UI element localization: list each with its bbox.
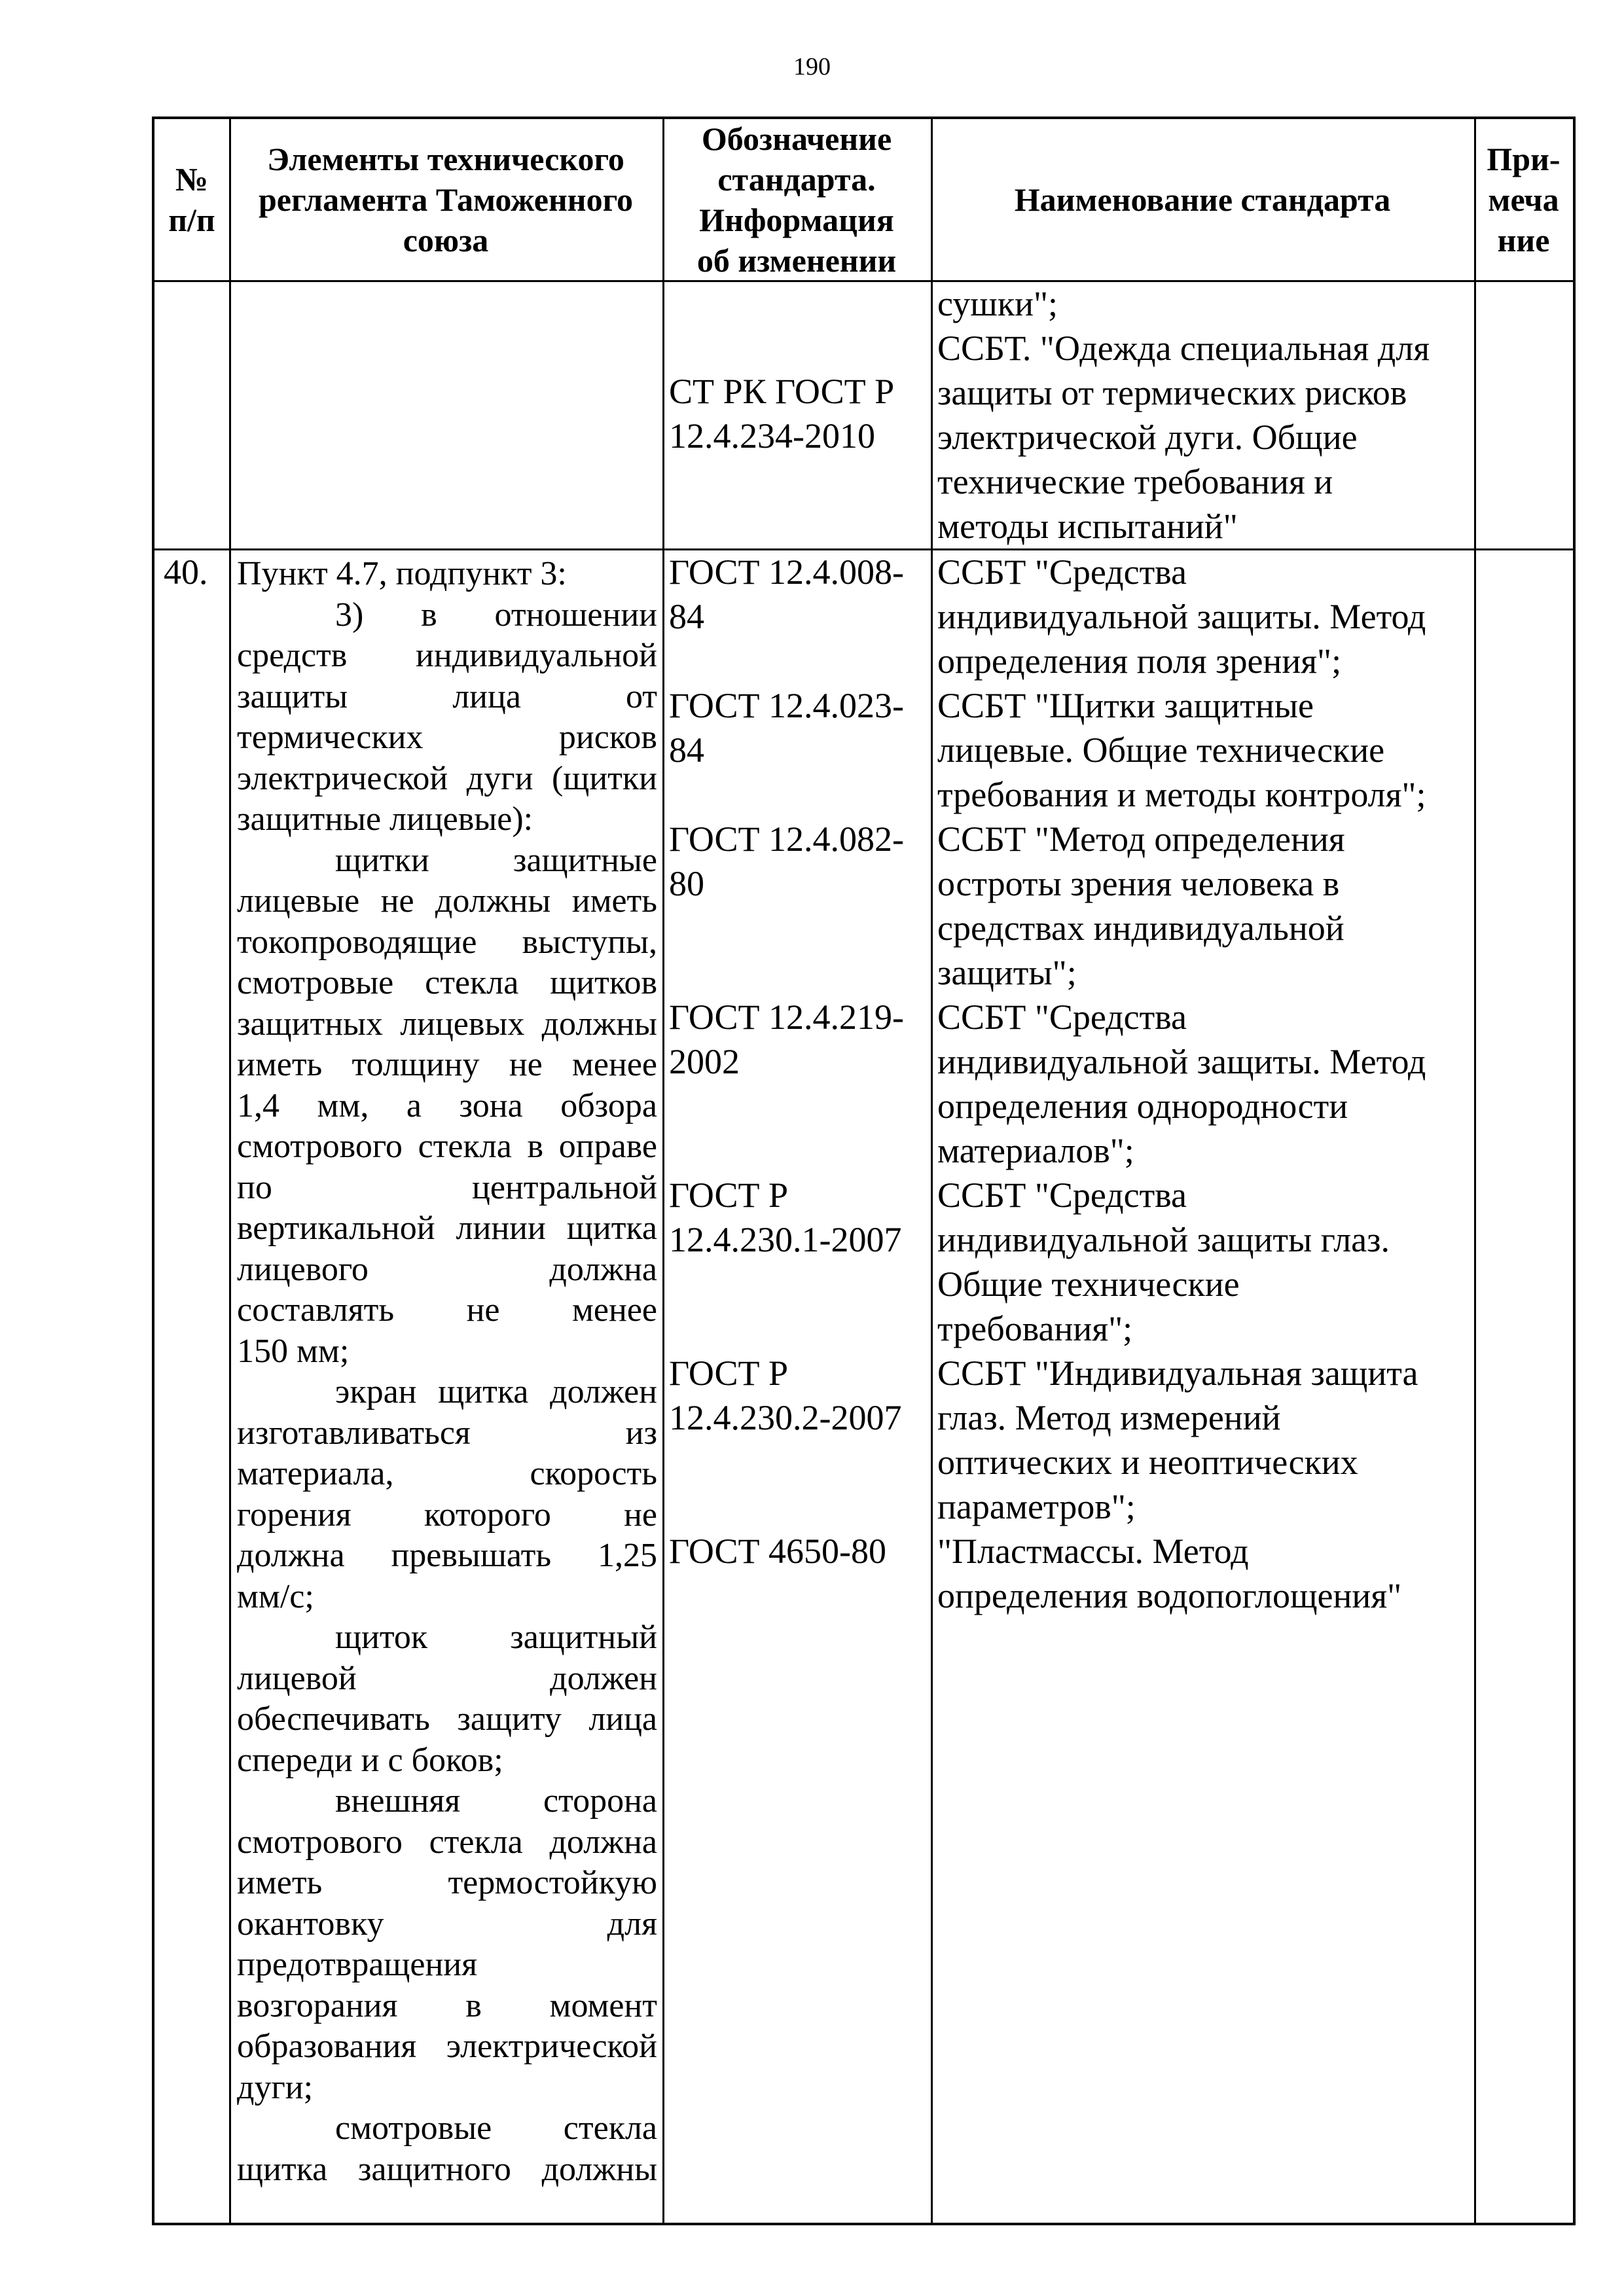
- regulation-text-line: щитки защитные: [335, 841, 657, 879]
- regulation-text-line: иметь термостойкую: [237, 1864, 657, 1901]
- name-line: индивидуальной защиты. Метод: [937, 597, 1426, 636]
- regulation-text-line: 150 мм;: [237, 1332, 350, 1370]
- standard-designation: [669, 1351, 929, 1440]
- regulation-text-line: электрической дуги (щитки: [237, 759, 657, 797]
- name-line: ССБТ "Средства: [937, 552, 1187, 592]
- regulation-text-line: экран щитка должен: [335, 1373, 657, 1410]
- regulation-text-line: иметь толщину не менее: [237, 1046, 657, 1083]
- standard-designation: [669, 550, 929, 639]
- regulation-text-line: смотровые стекла щитков: [237, 964, 657, 1001]
- column-divider: [229, 119, 231, 2223]
- designation-line: ГОСТ Р: [669, 1175, 789, 1215]
- regulation-text-line: возгорания в момент: [237, 1986, 657, 2024]
- standard-name: [937, 817, 1473, 995]
- regulation-text-line: должна превышать 1,25: [237, 1537, 657, 1574]
- designation-line: ГОСТ 12.4.082-: [669, 819, 905, 859]
- regulation-text-line: смотрового стекла должна: [237, 1823, 657, 1861]
- column-divider: [1474, 119, 1476, 2223]
- regulation-text-line: защитных лицевых должны: [237, 1005, 657, 1043]
- regulation-text-line: щитка защитного должны: [237, 2150, 657, 2188]
- name-line: защиты";: [937, 953, 1077, 992]
- standard-designation: [669, 817, 929, 906]
- name-line: материалов";: [937, 1131, 1134, 1170]
- designation-line: 12.4.230.1-2007: [669, 1220, 902, 1259]
- name-line: Общие технические: [937, 1265, 1240, 1304]
- name-line: параметров";: [937, 1487, 1136, 1526]
- prev-designation: СТ РК ГОСТ Р 12.4.234-2010: [669, 372, 895, 456]
- regulation-text-line: спереди и с боков;: [237, 1741, 503, 1779]
- header-elements: Элементы технического регламента Таможенного союза: [258, 141, 634, 259]
- regulation-text-line: горения которого не: [237, 1496, 657, 1534]
- name-line: ССБТ "Щитки защитные: [937, 686, 1314, 725]
- regulation-text-line: защиты лица от: [237, 677, 657, 715]
- standards-table: [152, 117, 1576, 2225]
- name-line: ССБТ "Метод определения: [937, 819, 1345, 859]
- name-line: остроты зрения человека в: [937, 864, 1340, 903]
- designation-line: ГОСТ 4650-80: [669, 1532, 887, 1571]
- header-note: При- меча ние: [1487, 141, 1561, 259]
- regulation-text-line: вертикальной линии щитка: [237, 1210, 657, 1247]
- row-40-number: 40.: [164, 552, 208, 592]
- regulation-text-line: внешняя сторона: [335, 1782, 657, 1820]
- regulation-text-line: лицевые не должны иметь: [237, 882, 657, 920]
- standard-designation: [669, 1529, 929, 1573]
- standard-name: [937, 1529, 1473, 1618]
- regulation-text-line: мм/с;: [237, 1577, 314, 1615]
- designation-line: 80: [669, 864, 704, 903]
- name-line: "Пластмассы. Метод: [937, 1532, 1249, 1571]
- name-line: требования и методы контроля";: [937, 775, 1426, 814]
- name-line: индивидуальной защиты глаз.: [937, 1220, 1390, 1259]
- regulation-text-line: образования электрической: [237, 2028, 657, 2065]
- name-line: определения водопоглощения": [937, 1576, 1402, 1615]
- regulation-text-line: токопроводящие выступы,: [237, 923, 657, 961]
- designation-line: ГОСТ 12.4.219-: [669, 997, 905, 1037]
- regulation-text-line: смотровые стекла: [335, 2109, 657, 2147]
- regulation-text-line: дуги;: [237, 2068, 314, 2106]
- regulation-text-line: защитные лицевые):: [237, 800, 533, 838]
- standard-name: [937, 1351, 1473, 1529]
- regulation-text-line: щиток защитный: [335, 1619, 657, 1656]
- regulation-text-line: Пункт 4.7, подпункт 3:: [237, 555, 567, 592]
- regulation-text-line: по центральной: [237, 1168, 657, 1206]
- regulation-text-line: материала, скорость: [237, 1455, 657, 1492]
- regulation-text-line: обеспечивать защиту лица: [237, 1700, 657, 1738]
- regulation-text-line: лицевого должна: [237, 1250, 657, 1288]
- header-designation: Обозначение стандарта. Информация об изменении: [696, 120, 897, 279]
- regulation-text-line: смотрового стекла в оправе: [237, 1128, 657, 1165]
- regulation-text-line: окантовку для: [237, 1905, 657, 1943]
- regulation-text-line: составлять не менее: [237, 1291, 657, 1329]
- name-line: глаз. Метод измерений: [937, 1398, 1281, 1437]
- regulation-text-line: лицевой должен: [237, 1659, 657, 1697]
- regulation-text-line: 1,4 мм, а зона обзора: [237, 1086, 657, 1124]
- name-line: индивидуальной защиты. Метод: [937, 1042, 1426, 1081]
- standard-name: [937, 550, 1473, 683]
- designation-line: 84: [669, 730, 704, 770]
- regulation-text-line: изготавливаться из: [237, 1414, 657, 1452]
- header-name: Наименование стандарта: [1014, 181, 1391, 218]
- name-line: требования";: [937, 1309, 1133, 1348]
- designation-line: 12.4.230.2-2007: [669, 1398, 902, 1437]
- designation-line: ГОСТ 12.4.008-: [669, 552, 905, 592]
- page-number: 190: [793, 53, 831, 81]
- column-divider: [662, 119, 664, 2223]
- name-line: ССБТ "Средства: [937, 997, 1187, 1037]
- regulation-text-line: термических рисков: [237, 719, 657, 756]
- standard-designation: [669, 683, 929, 772]
- name-line: ССБТ "Индивидуальная защита: [937, 1354, 1418, 1393]
- regulation-text-line: 3) в отношении: [335, 596, 657, 634]
- row-40-elements: [237, 554, 657, 2190]
- designation-line: ГОСТ 12.4.023-: [669, 686, 905, 725]
- name-line: определения однородности: [937, 1086, 1348, 1126]
- regulation-text-line: предотвращения: [237, 1946, 478, 1983]
- prev-name: сушки"; ССБТ. "Одежда специальная для защиты от термических рисков электрической дуги. Общие технические требования и методы испытаний": [937, 284, 1430, 546]
- standard-name: [937, 683, 1473, 817]
- standard-designation: [669, 1173, 929, 1262]
- standard-designation: [669, 995, 929, 1084]
- name-line: ССБТ "Средства: [937, 1175, 1187, 1215]
- name-line: лицевые. Общие технические: [937, 730, 1385, 770]
- header-number: № п/п: [168, 161, 215, 238]
- column-divider: [931, 119, 933, 2223]
- designation-line: 2002: [669, 1042, 740, 1081]
- regulation-text-line: средств индивидуальной: [237, 637, 657, 674]
- name-line: определения поля зрения";: [937, 641, 1342, 681]
- designation-line: ГОСТ Р: [669, 1354, 789, 1393]
- standard-name: [937, 1173, 1473, 1351]
- name-line: средствах индивидуальной: [937, 908, 1344, 948]
- standard-name: [937, 995, 1473, 1173]
- designation-line: 84: [669, 597, 704, 636]
- name-line: оптических и неоптических: [937, 1443, 1358, 1482]
